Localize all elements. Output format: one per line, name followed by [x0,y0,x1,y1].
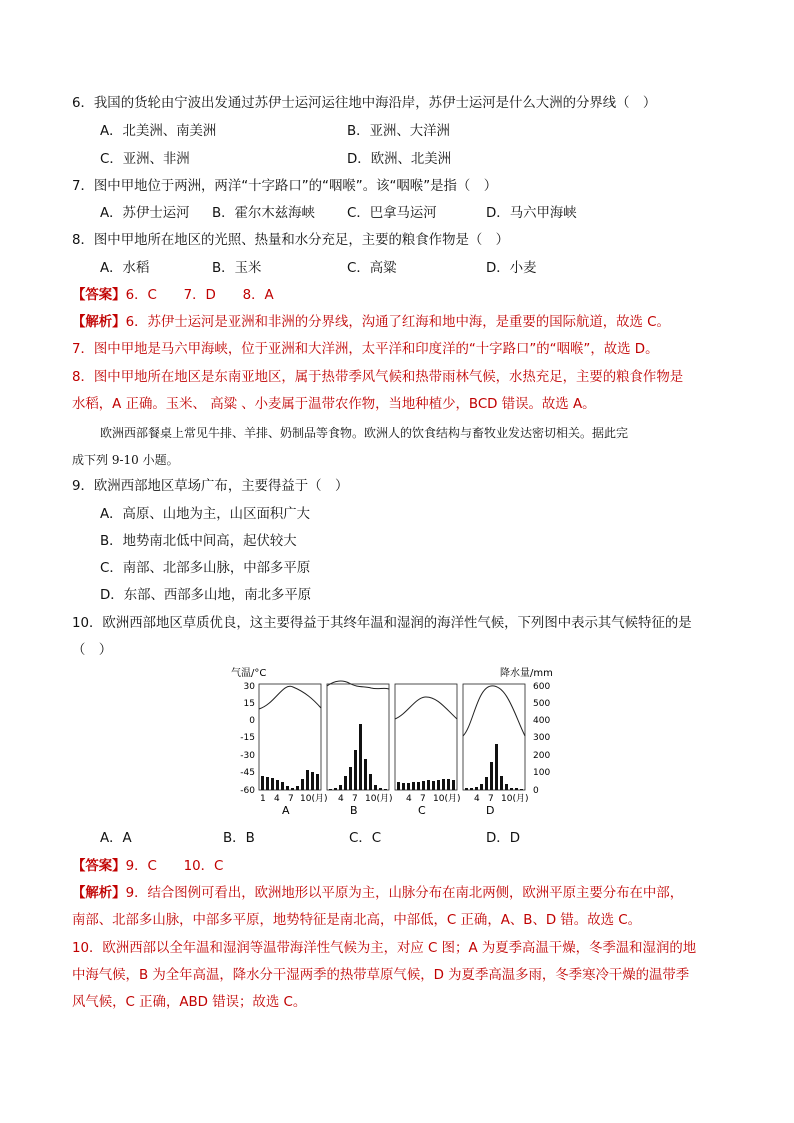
q10-stem-line1: 10．欧洲西部地区草质优良，这主要得益于其终年温和湿润的海洋性气候，下列图中表示其气候特征的是 [72,616,692,631]
svg-text:4: 4 [406,794,412,804]
left-tick: -45 [240,768,255,778]
q8-option-d: D．小麦 [486,261,537,276]
right-tick: 200 [533,751,551,761]
q8-option-a: A．水稻 [100,261,150,276]
left-tick: -15 [240,733,255,743]
answer-9-10 [72,857,728,877]
panel-label-b: B [350,804,358,817]
answer-text: 9．C 10．C [125,859,224,874]
temperature-curve [259,686,321,709]
temperature-curve [463,686,525,736]
explanation-tag: 【解析】 [72,886,126,901]
explanation-6 [72,313,728,333]
q10-option-c: C．C [349,831,382,846]
q6-option-b: B．亚洲、大洋洲 [347,124,450,139]
answer-tag: 【答案】 [72,859,126,874]
climate-panel-d [463,684,528,817]
explanation-8-line1: 8．图中甲地所在地区是东南亚地区，属于热带季风气候和热带雨林气候，水热充足，主要的粮食作物是 [72,370,684,385]
precipitation-bars [465,744,523,790]
left-tick: 15 [243,699,255,709]
q7-option-b: B．霍尔木兹海峡 [212,206,315,221]
climate-panel-a [259,684,327,817]
q7-option-c: C．巴拿马运河 [347,206,437,221]
precipitation-bars [261,770,319,790]
q10-option-b: B．B [223,831,255,846]
left-axis-ticks [240,682,255,796]
passage-line2: 成下列 9-10 小题。 [72,453,179,467]
right-axis-ticks [533,682,550,796]
right-tick: 400 [533,716,551,726]
svg-text:4: 4 [274,794,280,804]
panel-frame [395,684,457,790]
left-tick: -60 [240,786,255,796]
q7-option-d: D．马六甲海峡 [486,206,577,221]
precipitation-bars [397,779,455,790]
svg-text:10(月): 10(月) [501,794,529,804]
right-tick: 0 [533,786,539,796]
explanation-line: 9．结合图例可看出，欧洲地形以平原为主，山脉分布在南北两侧，欧洲平原主要分布在中部， [125,886,684,901]
answer-text: 6．C 7．D 8．A [125,288,274,303]
panel-label-d: D [486,804,495,817]
precipitation-bars [329,724,387,790]
explanation-tag: 【解析】 [72,315,126,330]
right-tick: 500 [533,699,551,709]
explanation-10-line2: 中海气候，B 为全年高温，降水分干湿两季的热带草原气候，D 为夏季高温多雨，冬季寒冷干燥的温带季 [72,968,690,983]
q6-option-d: D．欧洲、北美洲 [347,152,452,167]
temperature-curve [395,697,457,719]
svg-text:1: 1 [260,794,266,804]
q10-option-d: D．D [486,831,521,846]
q6-stem: 6．我国的货轮由宁波出发通过苏伊士运河运往地中海沿岸，苏伊士运河是什么大洲的分界线（ ） [72,96,657,111]
passage-line1: 欧洲西部餐桌上常见牛排、羊排、奶制品等食物。欧洲人的饮食结构与畜牧业发达密切相关。据此完 [100,426,629,440]
q10-option-a: A．A [100,831,132,846]
panel-frame [327,684,389,790]
q6-option-a: A．北美洲、南美洲 [100,124,217,139]
left-tick: 30 [243,682,255,692]
climate-panel-c [395,684,460,817]
svg-text:7: 7 [420,794,426,804]
right-tick: 600 [533,682,551,692]
q8-option-b: B．玉米 [212,261,262,276]
left-tick: -30 [240,751,255,761]
q9-stem: 9．欧洲西部地区草场广布，主要得益于（ ） [72,479,349,494]
q10-stem-line2: （ ） [72,643,113,658]
q7-option-a: A．苏伊士运河 [100,206,190,221]
left-tick: 0 [249,716,255,726]
explanation-10-line3: 风气候，C 正确，ABD 错误；故选 C。 [72,995,307,1010]
explanation-line: 6．苏伊士运河是亚洲和非洲的分界线，沟通了红海和地中海，是重要的国际航道，故选 C。 [125,315,670,330]
explanation-9-line1 [72,884,728,904]
answer-6-8 [72,286,728,306]
right-tick: 100 [533,768,551,778]
svg-text:7: 7 [288,794,294,804]
explanation-10-line1: 10．欧洲西部以全年温和湿润等温带海洋性气候为主，对应 C 图；A 为夏季高温干燥，冬季温和湿润的地 [72,941,697,956]
svg-text:7: 7 [488,794,494,804]
q9-option-b: B．地势南北低中间高，起伏较大 [100,534,297,549]
climate-charts-figure [225,664,555,824]
q9-option-c: C．南部、北部多山脉，中部多平原 [100,561,311,576]
svg-text:10(月): 10(月) [300,794,328,804]
precipitation-axis-title: 降水量/mm [500,668,553,679]
svg-text:4: 4 [474,794,480,804]
explanation-8-line2: 水稻，A 正确。玉米、 高粱 、小麦属于温带农作物，当地种植少，BCD 错误。故选 A。 [72,397,596,412]
right-tick: 300 [533,733,551,743]
q8-stem: 8．图中甲地所在地区的光照、热量和水分充足，主要的粮食作物是（ ） [72,233,510,248]
explanation-9-line2: 南部、北部多山脉，中部多平原，地势特征是南北高，中部低，C 正确，A、B、D 错。故选 C。 [72,913,641,928]
svg-text:10(月): 10(月) [433,794,461,804]
panel-frame [463,684,525,790]
q7-stem: 7．图中甲地位于两洲，两洋“十字路口”的“咽喉”。该“咽喉”是指（ ） [72,179,498,194]
q9-option-a: A．高原、山地为主，山区面积广大 [100,507,311,522]
q9-option-d: D．东部、西部多山地，南北多平原 [100,588,312,603]
explanation-7: 7．图中甲地是马六甲海峡，位于亚洲和大洋洲，太平洋和印度洋的“十字路口”的“咽喉”，故选 D。 [72,342,659,357]
panel-label-c: C [418,804,426,817]
svg-text:4: 4 [338,794,344,804]
answer-tag: 【答案】 [72,288,126,303]
temperature-curve [327,681,389,689]
panel-label-a: A [282,804,290,817]
q6-option-c: C．亚洲、非洲 [100,152,190,167]
svg-text:7: 7 [352,794,358,804]
temperature-axis-title: 气温/°C [231,668,267,679]
svg-text:10(月): 10(月) [365,794,393,804]
climate-panel-b [327,681,392,817]
q8-option-c: C．高粱 [347,261,397,276]
